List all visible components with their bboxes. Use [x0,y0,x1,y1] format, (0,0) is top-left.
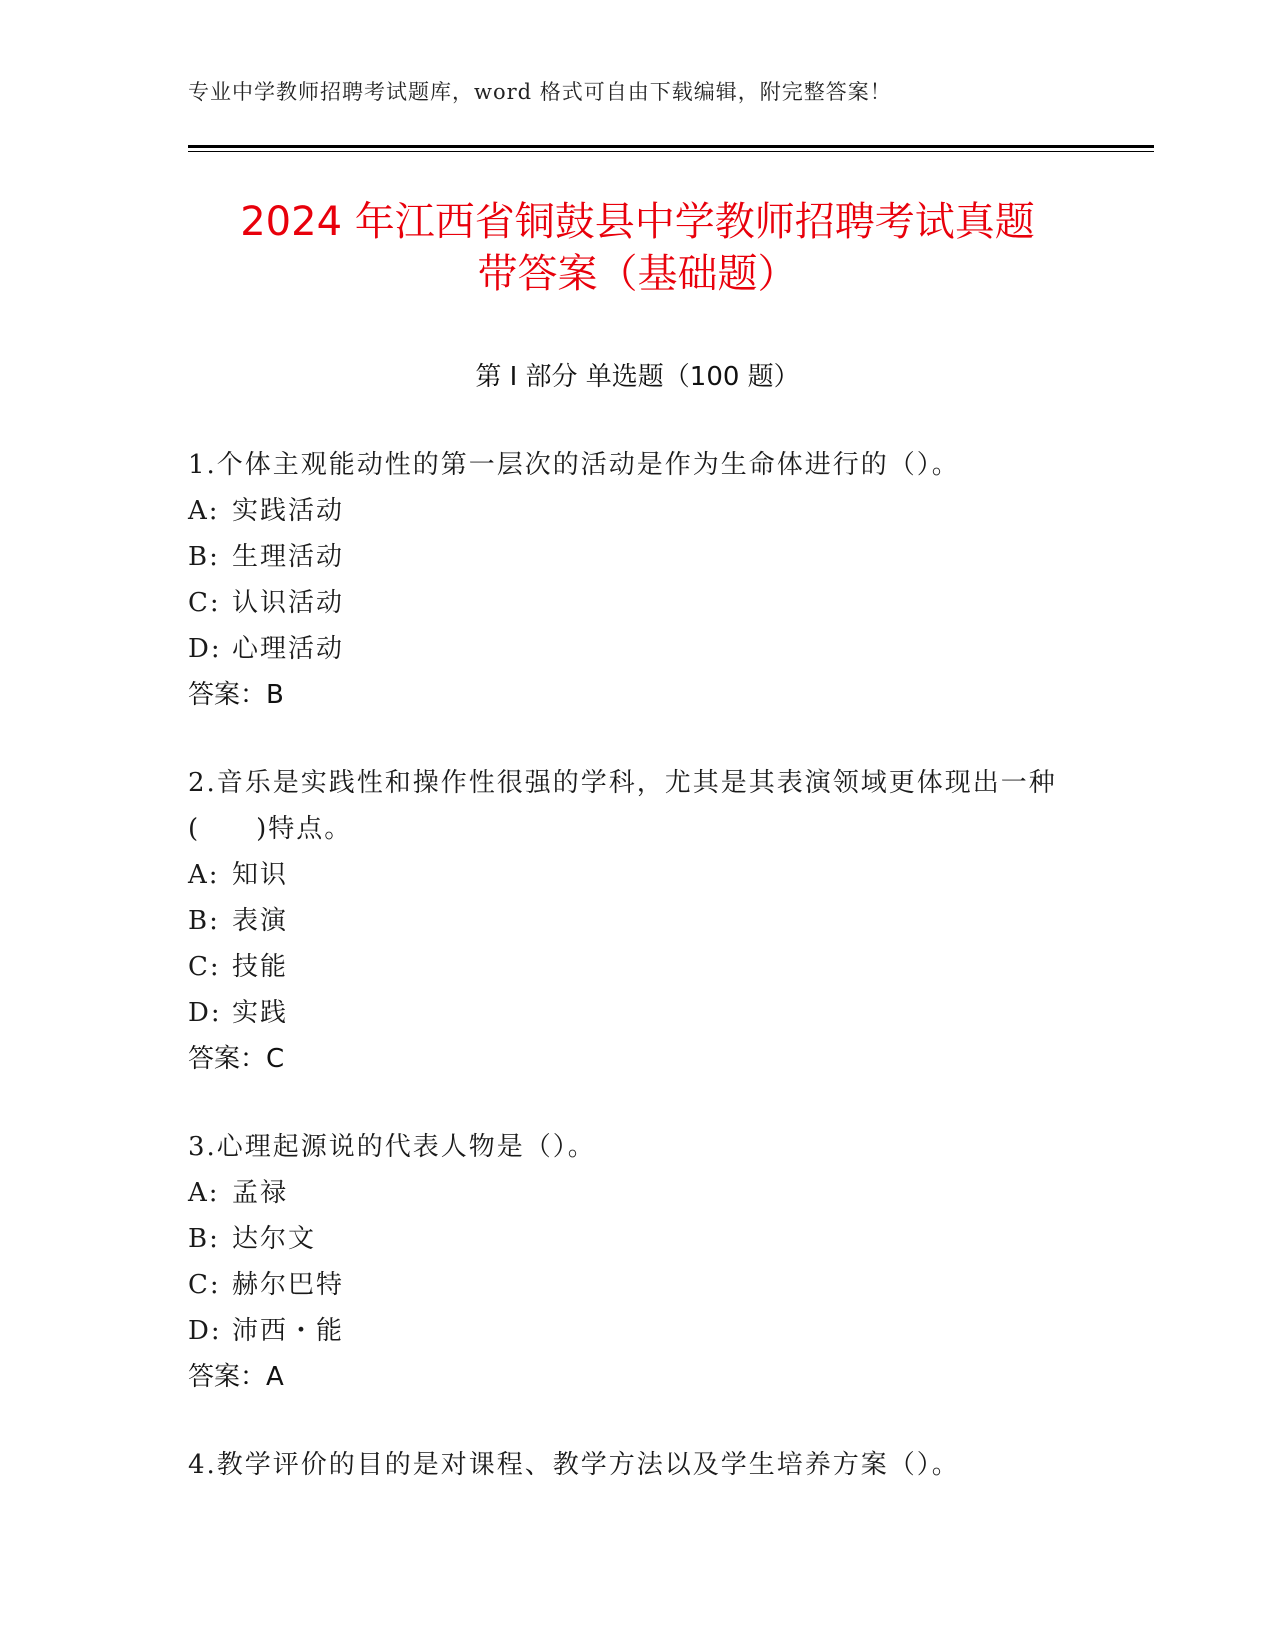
answer-line: 答案：A [188,1362,284,1392]
question-item [188,1124,1068,1400]
option-letter: C: [188,1270,221,1300]
option-text: 实践活动 [232,496,345,526]
question-item [188,1442,1068,1488]
option-text: 心理活动 [232,634,345,664]
option-letter: A: [188,1178,220,1208]
title-line-2: 带答案（基础题） [477,251,798,297]
question-list [188,442,1068,1530]
option-d [188,990,1068,1036]
option-letter: B: [188,906,220,936]
option-b [188,534,1068,580]
option-text: 表演 [232,906,289,936]
option-letter: A: [188,496,220,526]
question-stem: 4.教学评价的目的是对课程、教学方法以及学生培养方案（）。 [188,1450,960,1480]
option-text: 赫尔巴特 [232,1270,345,1300]
option-text: 沛西・能 [232,1316,345,1346]
option-letter: D: [188,1316,222,1346]
option-text: 孟禄 [232,1178,289,1208]
option-c [188,944,1068,990]
option-text: 认识活动 [232,588,345,618]
option-a [188,488,1068,534]
question-item [188,760,1068,1082]
option-text: 技能 [232,952,289,982]
option-c [188,1262,1068,1308]
question-stem: 2.音乐是实践性和操作性很强的学科，尤其是其表演领域更体现出一种( )特点。 [188,768,1057,844]
option-letter: C: [188,588,221,618]
document-title [0,196,1275,300]
section-heading: 第 I 部分 单选题（100 题） [475,362,800,392]
option-text: 实践 [232,998,289,1028]
option-b [188,1216,1068,1262]
option-letter: A: [188,860,220,890]
question-item [188,442,1068,718]
option-letter: D: [188,634,222,664]
option-text: 达尔文 [232,1224,317,1254]
answer-line: 答案：B [188,680,284,710]
title-line-1: 2024 年江西省铜鼓县中学教师招聘考试真题 [240,199,1035,245]
option-b [188,898,1068,944]
header-rule-thin [188,151,1154,152]
option-text: 知识 [232,860,289,890]
option-letter: D: [188,998,222,1028]
option-letter: C: [188,952,221,982]
option-d [188,626,1068,672]
option-letter: B: [188,542,220,572]
option-d [188,1308,1068,1354]
option-c [188,580,1068,626]
option-text: 生理活动 [232,542,345,572]
question-stem: 3.心理起源说的代表人物是（）。 [188,1132,596,1162]
option-a [188,1170,1068,1216]
option-a [188,852,1068,898]
answer-line: 答案：C [188,1044,285,1074]
option-letter: B: [188,1224,220,1254]
question-stem: 1.个体主观能动性的第一层次的活动是作为生命体进行的（）。 [188,450,960,480]
header-note: 专业中学教师招聘考试题库，word 格式可自由下载编辑，附完整答案！ [188,80,892,104]
header-rule-thick [188,145,1154,148]
